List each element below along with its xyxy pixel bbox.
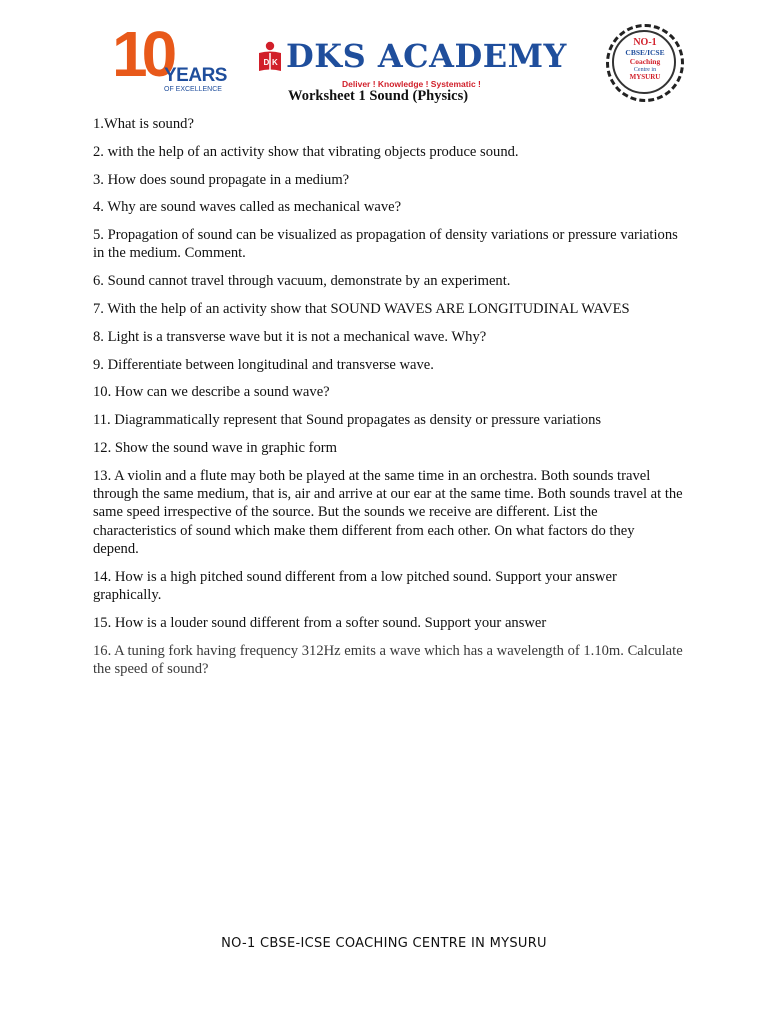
no1-coaching-seal xyxy=(606,24,684,100)
seal-line-3: Coaching xyxy=(629,57,661,66)
ten-years-word: YEARS xyxy=(164,65,227,86)
question-11: 11. Diagrammatically represent that Sound propagates as density or pressure variations xyxy=(93,412,602,429)
question-12: 12. Show the sound wave in graphic form xyxy=(93,440,337,457)
seal-line-1: NO-1 xyxy=(633,37,657,48)
academy-tagline: Deliver ! Knowledge ! Systematic ! xyxy=(342,79,481,89)
question-3: 3. How does sound propagate in a medium? xyxy=(93,171,350,188)
question-list xyxy=(93,115,683,688)
question-2: 2. with the help of an activity show that vibrating objects produce sound. xyxy=(93,143,519,160)
seal-line-5: MYSURU xyxy=(629,73,661,81)
svg-text:K: K xyxy=(272,58,278,67)
svg-text:D: D xyxy=(263,58,270,67)
question-4: 4. Why are sound waves called as mechanical wave? xyxy=(93,199,402,216)
seal-line-4: Centre in xyxy=(633,67,657,73)
worksheet-title: Worksheet 1 Sound (Physics) xyxy=(288,88,469,104)
academy-mark-icon xyxy=(255,41,285,75)
question-14: 14. How is a high pitched sound different from a low pitched sound. Support your answer graphically. xyxy=(93,568,617,604)
question-15: 15. How is a louder sound different from a softer sound. Support your answer xyxy=(93,614,547,631)
question-9: 9. Differentiate between longitudinal and transverse wave. xyxy=(93,356,434,373)
page-footer: NO-1 CBSE-ICSE COACHING CENTRE IN MYSURU xyxy=(221,936,547,951)
dks-academy-logo xyxy=(228,34,578,94)
ten-years-sub: OF EXCELLENCE xyxy=(164,86,222,93)
question-8: 8. Light is a transverse wave but it is not a mechanical wave. Why? xyxy=(93,328,487,345)
question-6: 6. Sound cannot travel through vacuum, demonstrate by an experiment. xyxy=(93,273,511,290)
question-1: 1.What is sound? xyxy=(93,116,194,132)
question-7: 7. With the help of an activity show that SOUND WAVES ARE LONGITUDINAL WAVES xyxy=(93,301,630,318)
question-10: 10. How can we describe a sound wave? xyxy=(93,384,330,401)
seal-line-2: CBSE/ICSE xyxy=(625,48,665,57)
ten-years-number: 10 xyxy=(112,18,172,90)
question-5: 5. Propagation of sound can be visualized as propagation of density variations or pressure variations in the medium. Comment. xyxy=(93,227,678,262)
question-16: 16. A tuning fork having frequency 312Hz emits a wave which has a wavelength of 1.10m. Calculate the speed of sound? xyxy=(93,642,683,678)
question-13: 13. A violin and a flute may both be played at the same time in an orchestra. Both sounds travel through the same medium, that is, air and arrive at our ear at the same time. Both sounds travel at the same speed irrespective of the source. But the sounds we receive are different. List the characteristics of sound which make them different from each other. On what factors do they depend. xyxy=(93,467,683,558)
ten-years-logo xyxy=(112,18,227,96)
academy-name: DKS ACADEMY xyxy=(286,37,567,75)
